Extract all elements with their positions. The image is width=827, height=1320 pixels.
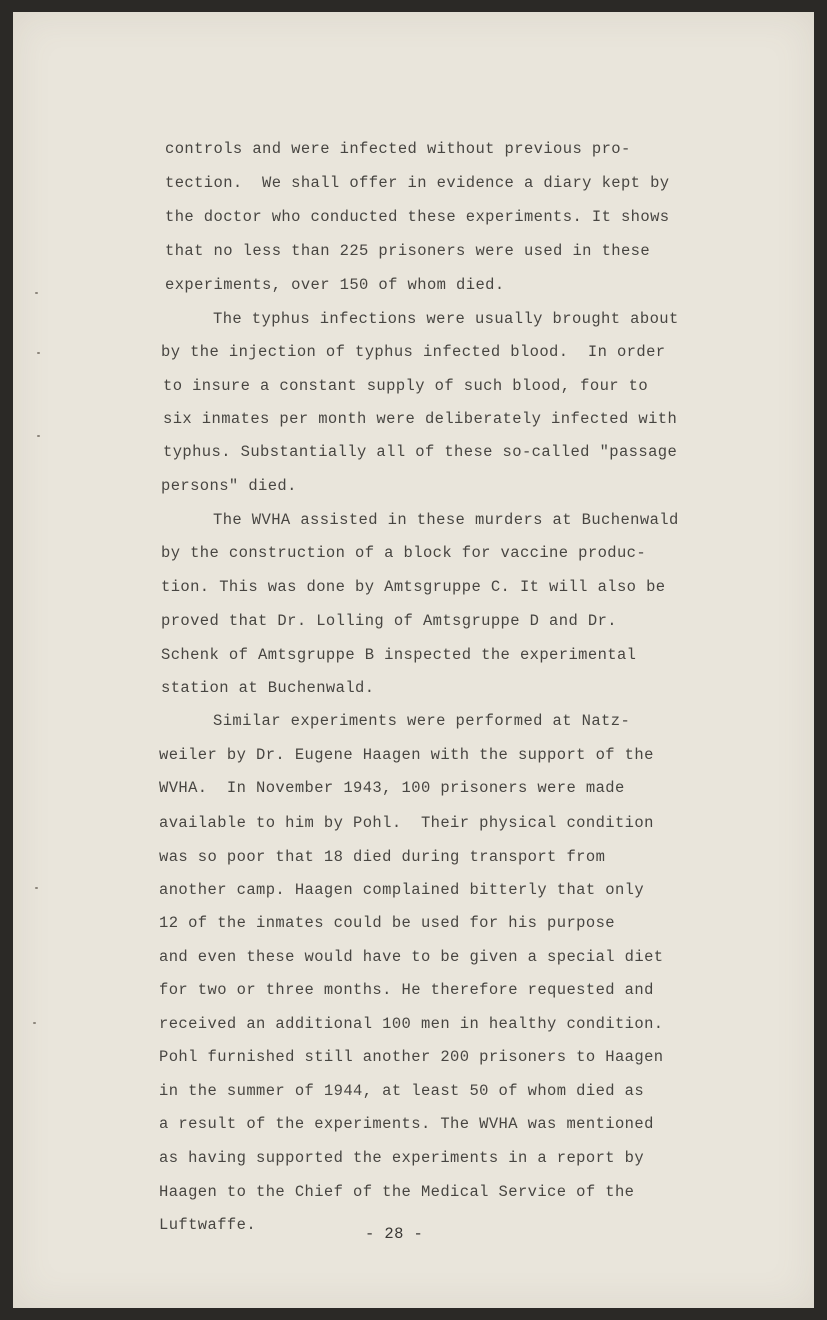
page-number: - 28 - (365, 1225, 424, 1243)
text-line: Schenk of Amtsgruppe B inspected the experimental (161, 646, 637, 664)
text-line: tion. This was done by Amtsgruppe C. It will also be (161, 578, 666, 596)
text-line: received an additional 100 men in healthy condition. (159, 1015, 664, 1033)
text-line: WVHA. In November 1943, 100 prisoners were made (159, 779, 625, 797)
text-line: another camp. Haagen complained bitterly that only (159, 881, 645, 899)
text-line: in the summer of 1944, at least 50 of whom died as (159, 1082, 645, 1100)
text-line: Luftwaffe. (159, 1216, 257, 1234)
text-line: available to him by Pohl. Their physical condition (159, 814, 654, 832)
text-line: Haagen to the Chief of the Medical Service of the (159, 1183, 635, 1201)
text-line: six inmates per month were deliberately infected with (163, 410, 678, 428)
text-line: station at Buchenwald. (161, 679, 375, 697)
text-line: persons" died. (161, 477, 297, 495)
text-line: Similar experiments were performed at Natz- (213, 712, 631, 730)
text-line: 12 of the inmates could be used for his purpose (159, 914, 615, 932)
text-line: by the construction of a block for vaccine produc- (161, 544, 647, 562)
text-line: was so poor that 18 died during transport from (159, 848, 606, 866)
text-line: experiments, over 150 of whom died. (165, 276, 505, 294)
text-line: a result of the experiments. The WVHA was mentioned (159, 1115, 654, 1133)
text-line: proved that Dr. Lolling of Amtsgruppe D and Dr. (161, 612, 617, 630)
text-line: The WVHA assisted in these murders at Buchenwald (213, 511, 679, 529)
text-line: typhus. Substantially all of these so-called "passage (163, 443, 678, 461)
text-line: the doctor who conducted these experiments. It shows (165, 208, 670, 226)
text-line: to insure a constant supply of such blood, four to (163, 377, 649, 395)
document-page (13, 12, 814, 1308)
text-line: tection. We shall offer in evidence a diary kept by (165, 174, 670, 192)
text-line: for two or three months. He therefore requested and (159, 981, 654, 999)
text-line: controls and were infected without previous pro- (165, 140, 631, 158)
text-line: that no less than 225 prisoners were used in these (165, 242, 651, 260)
text-line: Pohl furnished still another 200 prisoners to Haagen (159, 1048, 664, 1066)
text-line: and even these would have to be given a special diet (159, 948, 664, 966)
text-line: The typhus infections were usually brought about (213, 310, 679, 328)
text-line: weiler by Dr. Eugene Haagen with the support of the (159, 746, 654, 764)
typed-text-body (13, 12, 814, 1308)
text-line: as having supported the experiments in a report by (159, 1149, 645, 1167)
text-line: by the injection of typhus infected blood. In order (161, 343, 666, 361)
